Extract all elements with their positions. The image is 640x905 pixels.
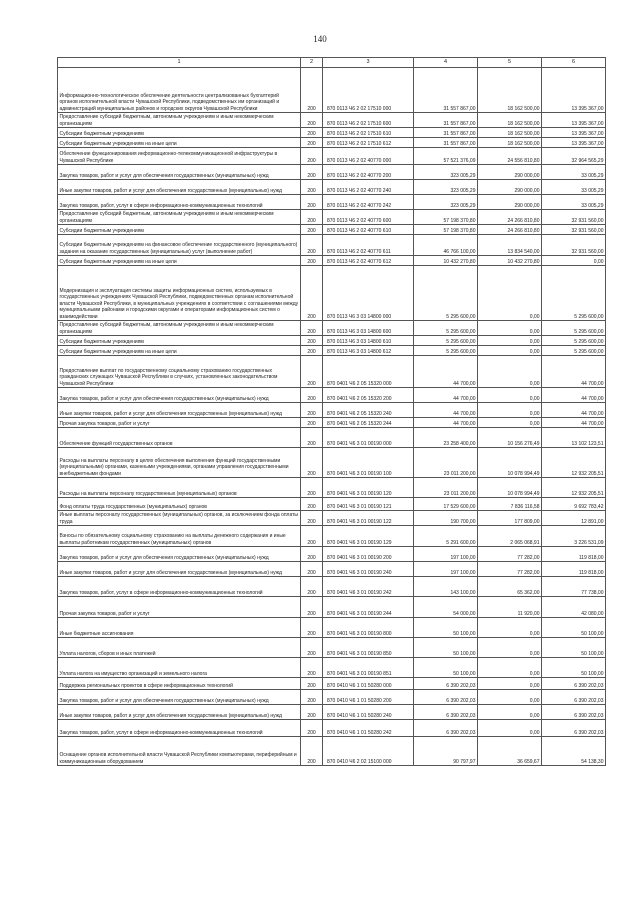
row-budget-code: 870 0113 Ч6 3 03 14800 610 [323, 336, 414, 346]
column-header: 5 [478, 58, 542, 68]
table-row [58, 526, 606, 547]
row-budget-code: 870 0410 Ч6 1 01 50280 200 [323, 690, 414, 705]
table-row [58, 618, 606, 638]
row-unexecuted-amount: 9 692 783,42 [542, 498, 606, 511]
row-approved-amount: 31 557 867,00 [414, 113, 478, 128]
row-budget-code: 870 0113 Ч6 3 03 14800 612 [323, 346, 414, 356]
row-unexecuted-amount: 3 226 531,09 [542, 526, 606, 547]
row-executed-amount: 0,00 [478, 705, 542, 720]
row-name: Прочая закупка товаров, работ и услуг [58, 597, 301, 618]
row-name: Информационно-технологическое обеспечение деятельности централизованных бухгалтерий органов исполнительной власти Чувашской Республики, подведомственных им организаций и администраций муниципальных районов и городских округов Чувашской Республики [58, 68, 301, 113]
row-line-code: 200 [301, 638, 323, 658]
row-approved-amount: 5 295 600,00 [414, 336, 478, 346]
row-unexecuted-amount: 13 395 367,00 [542, 138, 606, 148]
row-budget-code: 870 0401 Ч6 3 01 00190 129 [323, 526, 414, 547]
row-executed-amount: 10 078 994,49 [478, 478, 542, 498]
row-approved-amount: 5 295 600,00 [414, 346, 478, 356]
row-unexecuted-amount: 33 005,29 [542, 165, 606, 180]
row-unexecuted-amount: 32 964 565,29 [542, 148, 606, 165]
row-name: Субсидии бюджетным учреждениям на иные цели [58, 256, 301, 266]
row-executed-amount: 18 162 500,00 [478, 113, 542, 128]
row-executed-amount: 0,00 [478, 678, 542, 690]
row-approved-amount: 6 390 202,03 [414, 705, 478, 720]
row-unexecuted-amount: 5 295 600,00 [542, 346, 606, 356]
table-row [58, 388, 606, 403]
row-approved-amount: 44 700,00 [414, 388, 478, 403]
row-budget-code: 870 0113 Ч6 2 02 40770 600 [323, 210, 414, 225]
row-line-code: 200 [301, 511, 323, 526]
row-approved-amount: 44 700,00 [414, 403, 478, 418]
row-name: Иные закупки товаров, работ и услуг для обеспечения государственных (муниципальных) нужд [58, 562, 301, 577]
row-line-code: 200 [301, 138, 323, 148]
row-line-code: 200 [301, 266, 323, 321]
table-row [58, 658, 606, 678]
row-approved-amount: 50 100,00 [414, 638, 478, 658]
row-budget-code: 870 0401 Ч6 3 01 00190 120 [323, 478, 414, 498]
row-executed-amount: 0,00 [478, 658, 542, 678]
row-name: Закупка товаров, работ и услуг для обеспечения государственных (муниципальных) нужд [58, 165, 301, 180]
table-row [58, 511, 606, 526]
row-budget-code: 870 0401 Ч6 3 01 00190 850 [323, 638, 414, 658]
row-name: Фонд оплаты труда государственных (муниципальных) органов [58, 498, 301, 511]
column-header: 1 [58, 58, 301, 68]
row-unexecuted-amount: 0,00 [542, 256, 606, 266]
row-executed-amount: 290 000,00 [478, 165, 542, 180]
row-executed-amount: 0,00 [478, 618, 542, 638]
row-line-code: 200 [301, 225, 323, 235]
column-header: 6 [542, 58, 606, 68]
row-approved-amount: 44 700,00 [414, 418, 478, 428]
row-line-code: 200 [301, 235, 323, 256]
row-executed-amount: 290 000,00 [478, 195, 542, 210]
table-row [58, 690, 606, 705]
row-unexecuted-amount: 6 390 202,03 [542, 690, 606, 705]
row-executed-amount: 77 282,00 [478, 562, 542, 577]
row-budget-code: 870 0401 Ч6 2 05 15320 244 [323, 418, 414, 428]
table-row [58, 678, 606, 690]
row-name: Обеспечение функционирования информационно-телекоммуникационной инфраструктуры в Чувашской Республике [58, 148, 301, 165]
row-unexecuted-amount: 44 700,00 [542, 388, 606, 403]
row-executed-amount: 7 836 116,58 [478, 498, 542, 511]
row-name: Обеспечение функций государственных органов [58, 428, 301, 448]
row-budget-code: 870 0401 Ч6 3 01 00190 000 [323, 428, 414, 448]
row-unexecuted-amount: 13 102 123,51 [542, 428, 606, 448]
row-unexecuted-amount: 5 295 600,00 [542, 336, 606, 346]
table-row [58, 638, 606, 658]
row-approved-amount: 6 390 202,03 [414, 678, 478, 690]
row-approved-amount: 190 700,00 [414, 511, 478, 526]
row-name: Расходы на выплаты персоналу в целях обеспечения выполнения функций государственными (муниципальными) органами, казенными учреждениями, органами управления государственными внебюджетными фондами [58, 448, 301, 478]
row-line-code: 200 [301, 526, 323, 547]
row-executed-amount: 24 266 810,80 [478, 210, 542, 225]
row-budget-code: 870 0401 Ч6 2 05 15320 200 [323, 388, 414, 403]
row-executed-amount: 0,00 [478, 321, 542, 336]
row-unexecuted-amount: 12 932 205,51 [542, 448, 606, 478]
row-line-code: 200 [301, 210, 323, 225]
budget-table [57, 57, 606, 766]
table-row [58, 403, 606, 418]
column-header: 2 [301, 58, 323, 68]
row-executed-amount: 0,00 [478, 388, 542, 403]
row-budget-code: 870 0401 Ч6 3 01 00190 244 [323, 597, 414, 618]
row-name: Уплата налогов, сборов и иных платежей [58, 638, 301, 658]
row-name: Предоставление субсидий бюджетным, автономным учреждениям и иным некоммерческим организациям [58, 210, 301, 225]
row-name: Субсидии бюджетным учреждениям на иные цели [58, 138, 301, 148]
row-approved-amount: 5 291 600,00 [414, 526, 478, 547]
row-unexecuted-amount: 44 700,00 [542, 403, 606, 418]
row-approved-amount: 323 005,29 [414, 165, 478, 180]
row-budget-code: 870 0113 Ч6 3 03 14800 000 [323, 266, 414, 321]
row-line-code: 200 [301, 388, 323, 403]
row-line-code: 200 [301, 547, 323, 562]
table-row [58, 195, 606, 210]
row-unexecuted-amount: 50 100,00 [542, 618, 606, 638]
row-executed-amount: 0,00 [478, 638, 542, 658]
row-budget-code: 870 0113 Ч6 2 02 17510 600 [323, 113, 414, 128]
row-executed-amount: 10 432 270,80 [478, 256, 542, 266]
row-budget-code: 870 0113 Ч6 2 02 40770 200 [323, 165, 414, 180]
row-approved-amount: 5 295 600,00 [414, 321, 478, 336]
table-row [58, 547, 606, 562]
row-name: Закупка товаров, работ, услуг в сфере информационно-коммуникационных технологий [58, 195, 301, 210]
row-approved-amount: 31 557 867,00 [414, 138, 478, 148]
row-budget-code: 870 0113 Ч6 3 03 14800 600 [323, 321, 414, 336]
table-row [58, 225, 606, 235]
table-row [58, 448, 606, 478]
row-budget-code: 870 0410 Ч6 1 01 50280 000 [323, 678, 414, 690]
row-executed-amount: 0,00 [478, 690, 542, 705]
table-row [58, 737, 606, 766]
table-row [58, 705, 606, 720]
row-line-code: 200 [301, 498, 323, 511]
row-budget-code: 870 0401 Ч6 3 01 00190 200 [323, 547, 414, 562]
row-budget-code: 870 0401 Ч6 3 01 00190 800 [323, 618, 414, 638]
row-approved-amount: 5 295 600,00 [414, 266, 478, 321]
row-unexecuted-amount: 44 700,00 [542, 356, 606, 388]
table-row [58, 256, 606, 266]
row-name: Закупка товаров, работ, услуг в сфере информационно-коммуникационных технологий [58, 720, 301, 737]
row-line-code: 200 [301, 148, 323, 165]
row-approved-amount: 31 557 867,00 [414, 68, 478, 113]
row-executed-amount: 290 000,00 [478, 180, 542, 195]
row-line-code: 200 [301, 720, 323, 737]
table-row [58, 148, 606, 165]
row-line-code: 200 [301, 336, 323, 346]
row-unexecuted-amount: 77 738,00 [542, 577, 606, 597]
row-approved-amount: 197 100,00 [414, 547, 478, 562]
row-line-code: 200 [301, 705, 323, 720]
row-line-code: 200 [301, 180, 323, 195]
row-line-code: 200 [301, 562, 323, 577]
table-row [58, 346, 606, 356]
row-budget-code: 870 0113 Ч6 2 02 17510 612 [323, 138, 414, 148]
table-row [58, 68, 606, 113]
table-row [58, 180, 606, 195]
row-line-code: 200 [301, 737, 323, 766]
row-executed-amount: 2 065 068,91 [478, 526, 542, 547]
row-executed-amount: 0,00 [478, 418, 542, 428]
row-unexecuted-amount: 12 932 205,51 [542, 478, 606, 498]
table-row [58, 356, 606, 388]
row-line-code: 200 [301, 128, 323, 138]
row-unexecuted-amount: 32 931 560,00 [542, 225, 606, 235]
table-row [58, 428, 606, 448]
row-executed-amount: 13 834 540,00 [478, 235, 542, 256]
row-unexecuted-amount: 33 005,29 [542, 180, 606, 195]
row-name: Прочая закупка товаров, работ и услуг [58, 418, 301, 428]
row-executed-amount: 24 266 810,80 [478, 225, 542, 235]
row-unexecuted-amount: 119 818,00 [542, 547, 606, 562]
row-budget-code: 870 0113 Ч6 2 02 40770 612 [323, 256, 414, 266]
row-name: Субсидии бюджетным учреждениям на иные цели [58, 346, 301, 356]
table-row [58, 498, 606, 511]
row-line-code: 200 [301, 403, 323, 418]
row-line-code: 200 [301, 448, 323, 478]
row-name: Оснащение органов исполнительной власти Чувашской Республики компьютерами, периферийным и коммуникационным оборудованием [58, 737, 301, 766]
column-header: 4 [414, 58, 478, 68]
row-unexecuted-amount: 50 100,00 [542, 638, 606, 658]
row-budget-code: 870 0113 Ч6 2 02 17510 610 [323, 128, 414, 138]
row-budget-code: 870 0113 Ч6 2 02 40770 610 [323, 225, 414, 235]
table-row [58, 418, 606, 428]
row-approved-amount: 50 100,00 [414, 618, 478, 638]
row-line-code: 200 [301, 256, 323, 266]
table-row [58, 562, 606, 577]
row-line-code: 200 [301, 356, 323, 388]
row-executed-amount: 0,00 [478, 346, 542, 356]
row-name: Субсидии бюджетным учреждениям на финансовое обеспечение государственного (муниципального) задания на оказание государственных (муниципальных) услуг (выполнение работ) [58, 235, 301, 256]
row-executed-amount: 0,00 [478, 356, 542, 388]
row-budget-code: 870 0410 Ч6 1 01 50280 240 [323, 705, 414, 720]
row-approved-amount: 57 521 376,09 [414, 148, 478, 165]
row-executed-amount: 0,00 [478, 266, 542, 321]
row-line-code: 200 [301, 321, 323, 336]
table-row [58, 165, 606, 180]
row-approved-amount: 50 100,00 [414, 658, 478, 678]
row-approved-amount: 46 766 100,00 [414, 235, 478, 256]
row-name: Модернизация и эксплуатация системы защиты информационных систем, используемых в государственных учреждениях Чувашской Республики, подведомственных органам исполнительной власти Чувашской Республики, в муниципальных учреждениях в соответствии с соглашениями между муниципальными районами и городскими округами и операторами информационных систем о взаимодействии [58, 266, 301, 321]
row-line-code: 200 [301, 658, 323, 678]
table-row [58, 321, 606, 336]
row-line-code: 200 [301, 195, 323, 210]
row-budget-code: 870 0401 Ч6 3 01 00190 100 [323, 448, 414, 478]
row-name: Предоставление субсидий бюджетным, автономным учреждениям и иным некоммерческим организациям [58, 113, 301, 128]
row-name: Предоставление выплат по государственному социальному страхованию государственных гражданских служащих Чувашской Республики в случаях, установленных законодательством Чувашской Республики [58, 356, 301, 388]
table-row [58, 478, 606, 498]
row-line-code: 200 [301, 418, 323, 428]
row-unexecuted-amount: 13 395 367,00 [542, 113, 606, 128]
table-row [58, 138, 606, 148]
row-unexecuted-amount: 33 005,29 [542, 195, 606, 210]
row-approved-amount: 143 100,00 [414, 577, 478, 597]
row-name: Субсидии бюджетным учреждениям [58, 128, 301, 138]
row-line-code: 200 [301, 428, 323, 448]
row-name: Субсидии бюджетным учреждениям [58, 336, 301, 346]
row-executed-amount: 18 162 500,00 [478, 68, 542, 113]
row-approved-amount: 6 390 202,03 [414, 690, 478, 705]
row-approved-amount: 54 000,00 [414, 597, 478, 618]
row-line-code: 200 [301, 478, 323, 498]
table-row [58, 720, 606, 737]
table-header-row [58, 58, 606, 68]
table-row [58, 128, 606, 138]
table-row [58, 577, 606, 597]
row-name: Закупка товаров, работ, услуг в сфере информационно-коммуникационных технологий [58, 577, 301, 597]
row-name: Взносы по обязательному социальному страхованию на выплаты денежного содержания и иные выплаты работникам государственных (муниципальных) органов [58, 526, 301, 547]
row-line-code: 200 [301, 618, 323, 638]
row-line-code: 200 [301, 597, 323, 618]
row-unexecuted-amount: 6 390 202,03 [542, 720, 606, 737]
row-unexecuted-amount: 12 891,00 [542, 511, 606, 526]
row-approved-amount: 6 390 202,03 [414, 720, 478, 737]
row-budget-code: 870 0401 Ч6 3 01 00190 240 [323, 562, 414, 577]
row-name: Иные выплаты персоналу государственных (муниципальных) органов, за исключением фонда оплаты труда [58, 511, 301, 526]
row-approved-amount: 17 529 600,00 [414, 498, 478, 511]
row-unexecuted-amount: 13 395 367,00 [542, 68, 606, 113]
row-budget-code: 870 0401 Ч6 3 01 00190 122 [323, 511, 414, 526]
row-unexecuted-amount: 54 138,30 [542, 737, 606, 766]
row-line-code: 200 [301, 577, 323, 597]
row-budget-code: 870 0401 Ч6 3 01 00190 121 [323, 498, 414, 511]
row-budget-code: 870 0113 Ч6 2 02 40770 242 [323, 195, 414, 210]
row-budget-code: 870 0113 Ч6 2 02 40770 240 [323, 180, 414, 195]
row-budget-code: 870 0410 Ч6 2 02 15100 000 [323, 737, 414, 766]
row-approved-amount: 10 432 270,80 [414, 256, 478, 266]
row-budget-code: 870 0401 Ч6 2 05 15320 240 [323, 403, 414, 418]
row-name: Иные закупки товаров, работ и услуг для обеспечения государственных (муниципальных) нужд [58, 180, 301, 195]
row-line-code: 200 [301, 113, 323, 128]
row-unexecuted-amount: 119 818,00 [542, 562, 606, 577]
row-unexecuted-amount: 5 295 600,00 [542, 266, 606, 321]
row-approved-amount: 23 011 200,00 [414, 448, 478, 478]
row-approved-amount: 323 005,29 [414, 180, 478, 195]
row-line-code: 200 [301, 346, 323, 356]
row-unexecuted-amount: 50 100,00 [542, 658, 606, 678]
row-budget-code: 870 0401 Ч6 2 05 15320 000 [323, 356, 414, 388]
row-budget-code: 870 0401 Ч6 3 01 00190 851 [323, 658, 414, 678]
row-executed-amount: 11 920,00 [478, 597, 542, 618]
row-approved-amount: 23 011 200,00 [414, 478, 478, 498]
row-unexecuted-amount: 44 700,00 [542, 418, 606, 428]
row-approved-amount: 44 700,00 [414, 356, 478, 388]
row-executed-amount: 0,00 [478, 336, 542, 346]
table-row [58, 210, 606, 225]
row-executed-amount: 77 282,00 [478, 547, 542, 562]
row-name: Иные закупки товаров, работ и услуг для обеспечения государственных (муниципальных) нужд [58, 705, 301, 720]
row-executed-amount: 18 162 500,00 [478, 138, 542, 148]
row-executed-amount: 65 362,00 [478, 577, 542, 597]
row-executed-amount: 36 659,67 [478, 737, 542, 766]
row-approved-amount: 90 797,97 [414, 737, 478, 766]
row-executed-amount: 18 162 500,00 [478, 128, 542, 138]
table-row [58, 336, 606, 346]
row-approved-amount: 23 258 400,00 [414, 428, 478, 448]
row-approved-amount: 31 557 867,00 [414, 128, 478, 138]
row-executed-amount: 0,00 [478, 403, 542, 418]
row-approved-amount: 57 198 370,80 [414, 210, 478, 225]
row-name: Закупка товаров, работ и услуг для обеспечения государственных (муниципальных) нужд [58, 388, 301, 403]
row-name: Субсидии бюджетным учреждениям [58, 225, 301, 235]
row-executed-amount: 177 809,00 [478, 511, 542, 526]
table-row [58, 266, 606, 321]
table-row [58, 597, 606, 618]
row-name: Иные бюджетные ассигнования [58, 618, 301, 638]
row-name: Уплата налога на имущество организаций и земельного налога [58, 658, 301, 678]
row-budget-code: 870 0113 Ч6 2 02 17510 000 [323, 68, 414, 113]
row-executed-amount: 24 556 810,80 [478, 148, 542, 165]
row-unexecuted-amount: 6 390 202,03 [542, 678, 606, 690]
row-executed-amount: 10 156 276,49 [478, 428, 542, 448]
row-line-code: 200 [301, 678, 323, 690]
row-unexecuted-amount: 5 295 600,00 [542, 321, 606, 336]
row-unexecuted-amount: 32 931 560,00 [542, 210, 606, 225]
row-line-code: 200 [301, 690, 323, 705]
row-line-code: 200 [301, 165, 323, 180]
row-name: Закупка товаров, работ и услуг для обеспечения государственных (муниципальных) нужд [58, 547, 301, 562]
table-row [58, 235, 606, 256]
row-budget-code: 870 0113 Ч6 2 02 40770 611 [323, 235, 414, 256]
row-budget-code: 870 0113 Ч6 2 02 40770 000 [323, 148, 414, 165]
row-approved-amount: 323 005,29 [414, 195, 478, 210]
row-name: Поддержка региональных проектов в сфере информационных технологий [58, 678, 301, 690]
row-budget-code: 870 0401 Ч6 3 01 00190 242 [323, 577, 414, 597]
row-name: Предоставление субсидий бюджетным, автономным учреждениям и иным некоммерческим организациям [58, 321, 301, 336]
row-line-code: 200 [301, 68, 323, 113]
row-name: Расходы на выплаты персоналу государственных (муниципальных) органов [58, 478, 301, 498]
row-name: Закупка товаров, работ и услуг для обеспечения государственных (муниципальных) нужд [58, 690, 301, 705]
row-unexecuted-amount: 6 390 202,03 [542, 705, 606, 720]
table-row [58, 113, 606, 128]
column-header: 3 [323, 58, 414, 68]
row-unexecuted-amount: 42 080,00 [542, 597, 606, 618]
row-executed-amount: 10 078 994,49 [478, 448, 542, 478]
row-name: Иные закупки товаров, работ и услуг для обеспечения государственных (муниципальных) нужд [58, 403, 301, 418]
row-unexecuted-amount: 13 395 367,00 [542, 128, 606, 138]
row-unexecuted-amount: 32 931 560,00 [542, 235, 606, 256]
row-approved-amount: 57 198 370,80 [414, 225, 478, 235]
page-number: 140 [313, 34, 327, 44]
row-budget-code: 870 0410 Ч6 1 01 50280 242 [323, 720, 414, 737]
row-approved-amount: 197 100,00 [414, 562, 478, 577]
row-executed-amount: 0,00 [478, 720, 542, 737]
